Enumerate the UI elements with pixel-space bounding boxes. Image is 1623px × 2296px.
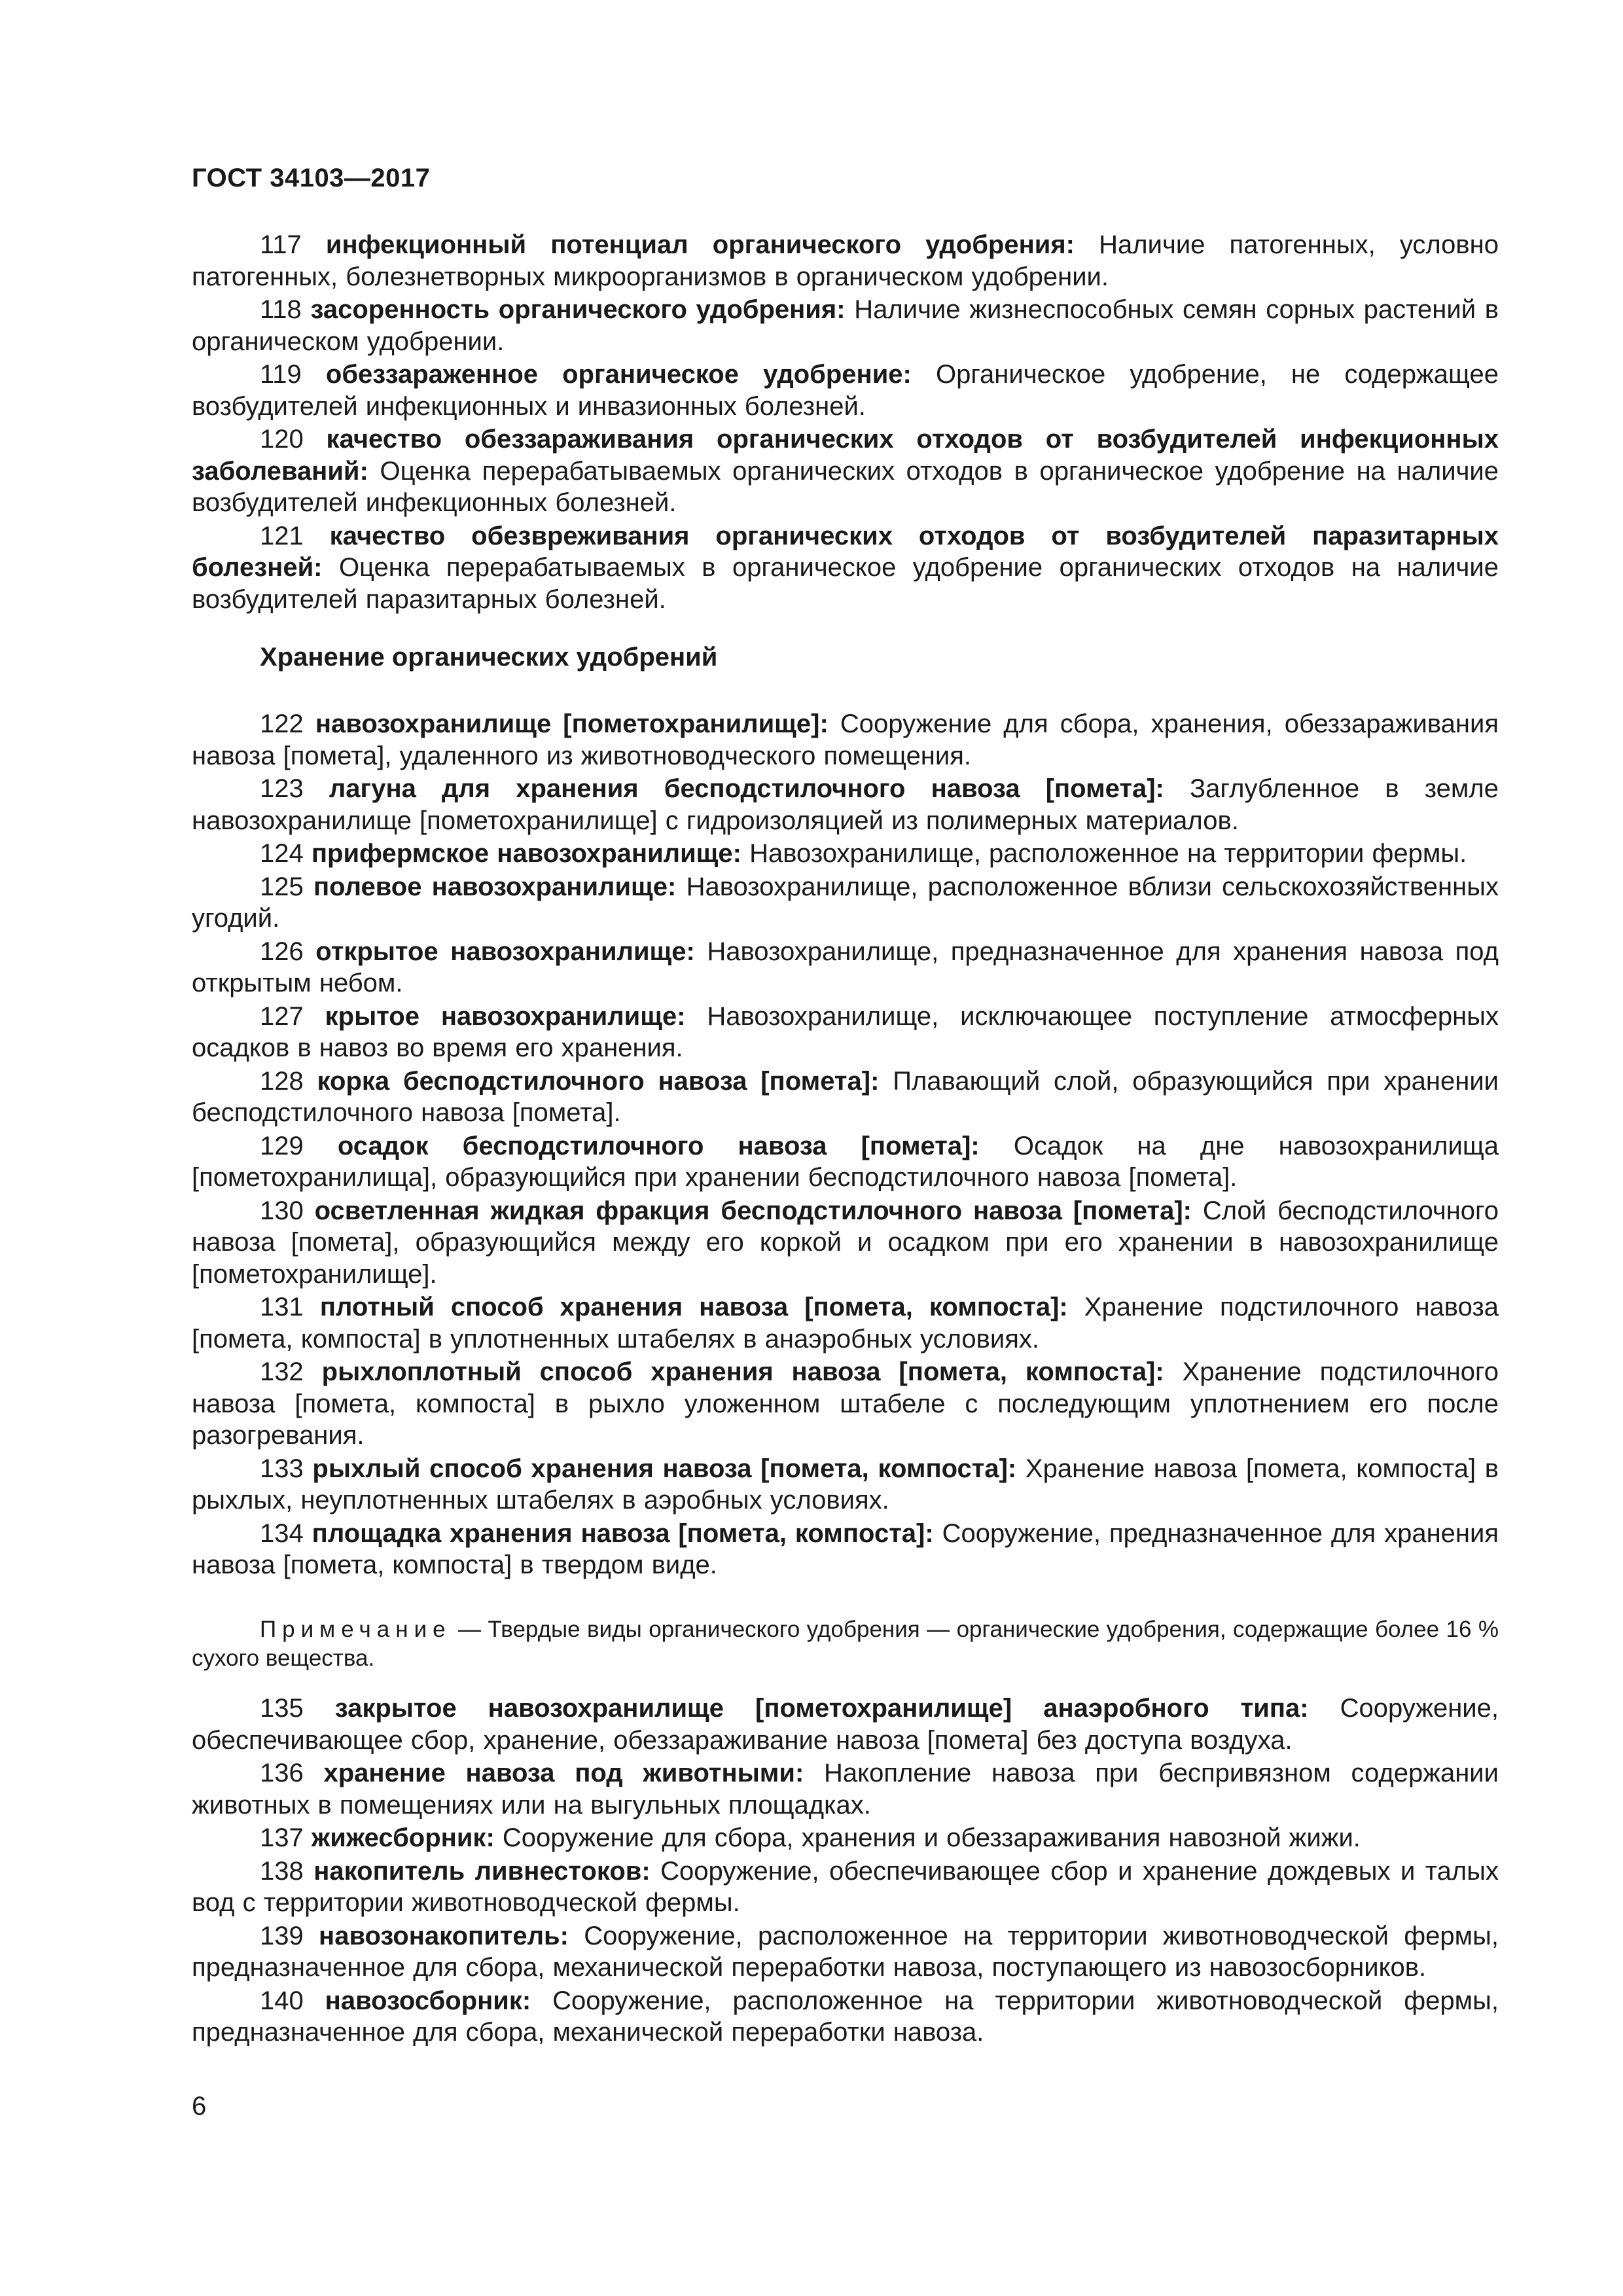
term-number: 135 bbox=[260, 1694, 304, 1723]
term-entry bbox=[192, 773, 1499, 836]
term-entry bbox=[192, 423, 1499, 519]
term-title: осадок бесподстилочного навоза [помета]: bbox=[337, 1131, 980, 1160]
term-number: 129 bbox=[260, 1131, 304, 1160]
term-title: площадка хранения навоза [помета, компоста]: bbox=[312, 1518, 934, 1548]
term-definition: Заглубленное в земле навозохранилище [пометохранилище] с гидроизоляцией из полимерных материалов. bbox=[192, 774, 1499, 835]
page-number: 6 bbox=[192, 2092, 207, 2121]
term-title: закрытое навозохранилище [пометохранилище] анаэробного типа: bbox=[334, 1694, 1309, 1723]
term-title: лагуна для хранения бесподстилочного навоза [помета]: bbox=[329, 774, 1164, 803]
term-number: 125 bbox=[260, 872, 304, 901]
term-definition: Сооружение, обеспечивающее сбор, хранение, обеззараживание навоза [помета] без доступа воздуха. bbox=[192, 1694, 1499, 1755]
term-definition: Сооружение, обеспечивающее сбор и хранение дождевых и талых вод с территории животноводческой фермы. bbox=[192, 1856, 1499, 1917]
term-number: 119 bbox=[260, 360, 302, 389]
term-definition: Наличие жизнеспособных семян сорных растений в органическом удобрении. bbox=[192, 295, 1499, 356]
term-title: качество обеззараживания органических отходов от возбудителей инфекционных заболеваний: bbox=[192, 425, 1499, 486]
term-number: 130 bbox=[260, 1196, 304, 1225]
note-label: Примечание bbox=[260, 1617, 452, 1642]
term-number: 123 bbox=[260, 774, 304, 803]
term-title: хранение навоза под животными: bbox=[323, 1759, 804, 1787]
term-entry bbox=[192, 520, 1499, 616]
note-text: — Твердые виды органического удобрения — органические удобрения, содержащие более 16 % сухого вещества. bbox=[192, 1617, 1499, 1671]
term-number: 138 bbox=[260, 1856, 304, 1886]
term-entry bbox=[192, 1066, 1499, 1129]
term-entry bbox=[192, 1693, 1499, 1756]
term-definition: Сооружение для сбора, хранения, обеззараживания навоза [помета], удаленного из животноводческого помещения. bbox=[192, 709, 1499, 770]
term-number: 137 bbox=[260, 1823, 304, 1852]
term-number: 134 bbox=[260, 1518, 304, 1548]
term-definition: Слой бесподстилочного навоза [помета], образующийся между его коркой и осадком при его хранении в навозохранилище [пометохранилище]. bbox=[192, 1196, 1499, 1289]
term-title: засоренность органического удобрения: bbox=[310, 295, 846, 324]
term-number: 126 bbox=[260, 937, 304, 966]
term-definition: Навозохранилище, предназначенное для хранения навоза под открытым небом. bbox=[192, 937, 1499, 997]
term-definition: Оценка перерабатываемых органических отходов в органическое удобрение на наличие возбудителей инфекционных болезней. bbox=[192, 456, 1499, 517]
term-number: 118 bbox=[260, 295, 302, 324]
term-title: полевое навозохранилище: bbox=[313, 872, 677, 901]
term-definition: Наличие патогенных, условно патогенных, болезнетворных микроорганизмов в органическом удобрении. bbox=[192, 230, 1499, 291]
term-entry bbox=[192, 1453, 1499, 1516]
term-entry bbox=[192, 871, 1499, 935]
term-title: крытое навозохранилище: bbox=[325, 1001, 686, 1031]
term-definition: Сооружение, расположенное на территории животноводческой фермы, предназначенное для сбора, механической переработки навоза, поступающего из навозосборников. bbox=[192, 1921, 1499, 1982]
term-entry bbox=[192, 1130, 1499, 1194]
term-entry bbox=[192, 708, 1499, 772]
term-entry bbox=[192, 1195, 1499, 1291]
term-definition: Сооружение для сбора, хранения и обеззараживания навозной жижи. bbox=[502, 1823, 1361, 1852]
term-entry bbox=[192, 1356, 1499, 1452]
term-entry bbox=[192, 838, 1499, 870]
note-block bbox=[192, 1615, 1499, 1673]
term-definition: Навозохранилище, исключающее поступление атмосферных осадков в навоз во время его хранения. bbox=[192, 1001, 1499, 1062]
term-number: 124 bbox=[260, 839, 304, 868]
term-title: рыхлый способ хранения навоза [помета, компоста]: bbox=[312, 1454, 1017, 1483]
term-title: жижесборник: bbox=[311, 1823, 495, 1852]
term-definition: Сооружение, предназначенное для хранения навоза [помета, компоста] в твердом виде. bbox=[192, 1518, 1499, 1579]
term-definition: Накопление навоза при беспривязном содержании животных в помещениях или на выгульных площадках. bbox=[192, 1759, 1499, 1820]
term-entry bbox=[192, 1920, 1499, 1984]
terms-section-tail bbox=[192, 1693, 1499, 2050]
term-entry bbox=[192, 1856, 1499, 1919]
term-number: 122 bbox=[260, 709, 304, 738]
term-definition: Сооружение, расположенное на территории животноводческой фермы, предназначенное для сбора, механической переработки навоза. bbox=[192, 1986, 1499, 2047]
term-title: осветленная жидкая фракция бесподстилочного навоза [помета]: bbox=[314, 1196, 1192, 1225]
terms-section-upper bbox=[192, 229, 1499, 617]
terms-section-storage bbox=[192, 708, 1499, 1583]
term-definition: Хранение подстилочного навоза [помета, компоста] в уплотненных штабелях в анаэробных условиях. bbox=[192, 1293, 1499, 1354]
term-number: 121 bbox=[260, 521, 304, 550]
term-definition: Хранение подстилочного навоза [помета, компоста] в рыхло уложенном штабеле с последующим уплотнением его после разогревания. bbox=[192, 1357, 1499, 1450]
term-title: рыхлоплотный способ хранения навоза [помета, компоста]: bbox=[321, 1357, 1164, 1386]
term-title: открытое навозохранилище: bbox=[315, 937, 695, 966]
term-title: навозонакопитель: bbox=[319, 1921, 569, 1950]
term-title: инфекционный потенциал органического удобрения: bbox=[325, 230, 1075, 259]
term-entry bbox=[192, 1291, 1499, 1355]
term-title: корка бесподстилочного навоза [помета]: bbox=[317, 1066, 880, 1096]
term-entry bbox=[192, 1822, 1499, 1854]
term-definition: Навозохранилище, расположенное вблизи сельскохозяйственных угодий. bbox=[192, 872, 1499, 933]
term-title: обеззараженное органическое удобрение: bbox=[325, 360, 912, 389]
section-heading: Хранение органических удобрений bbox=[260, 643, 718, 672]
term-number: 133 bbox=[260, 1454, 304, 1483]
term-title: качество обезвреживания органических отходов от возбудителей паразитарных болезней: bbox=[192, 521, 1499, 582]
term-number: 128 bbox=[260, 1066, 304, 1096]
term-title: плотный способ хранения навоза [помета, компоста]: bbox=[319, 1293, 1068, 1321]
term-number: 139 bbox=[260, 1921, 304, 1950]
term-number: 127 bbox=[260, 1001, 304, 1031]
term-title: прифермское навозохранилище: bbox=[311, 839, 741, 868]
term-number: 140 bbox=[260, 1986, 304, 2015]
term-definition: Плавающий слой, образующийся при хранении бесподстилочного навоза [помета]. bbox=[192, 1066, 1499, 1127]
term-entry bbox=[192, 294, 1499, 357]
term-title: накопитель ливнестоков: bbox=[313, 1856, 651, 1886]
term-entry bbox=[192, 1518, 1499, 1581]
term-definition: Органическое удобрение, не содержащее возбудителей инфекционных и инвазионных болезней. bbox=[192, 360, 1499, 421]
term-entry bbox=[192, 1985, 1499, 2049]
term-entry bbox=[192, 1001, 1499, 1064]
term-title: навозохранилище [пометохранилище]: bbox=[315, 709, 829, 738]
term-number: 136 bbox=[260, 1759, 304, 1787]
term-number: 117 bbox=[260, 230, 302, 259]
term-entry bbox=[192, 936, 1499, 999]
term-number: 132 bbox=[260, 1357, 304, 1386]
term-number: 120 bbox=[260, 425, 304, 454]
term-definition: Оценка перерабатываемых в органическое удобрение органических отходов на наличие возбудителей паразитарных болезней. bbox=[192, 553, 1499, 614]
term-entry bbox=[192, 229, 1499, 293]
term-definition: Хранение навоза [помета, компоста] в рыхлых, неуплотненных штабелях в аэробных условиях. bbox=[192, 1454, 1499, 1515]
term-entry bbox=[192, 359, 1499, 422]
term-number: 131 bbox=[260, 1293, 304, 1321]
document-header: ГОСТ 34103—2017 bbox=[192, 164, 431, 192]
term-title: навозосборник: bbox=[325, 1986, 531, 2015]
term-entry bbox=[192, 1757, 1499, 1821]
term-definition: Осадок на дне навозохранилища [пометохранилища], образующийся при хранении бесподстилочного навоза [помета]. bbox=[192, 1131, 1499, 1192]
term-definition: Навозохранилище, расположенное на территории фермы. bbox=[749, 839, 1467, 868]
